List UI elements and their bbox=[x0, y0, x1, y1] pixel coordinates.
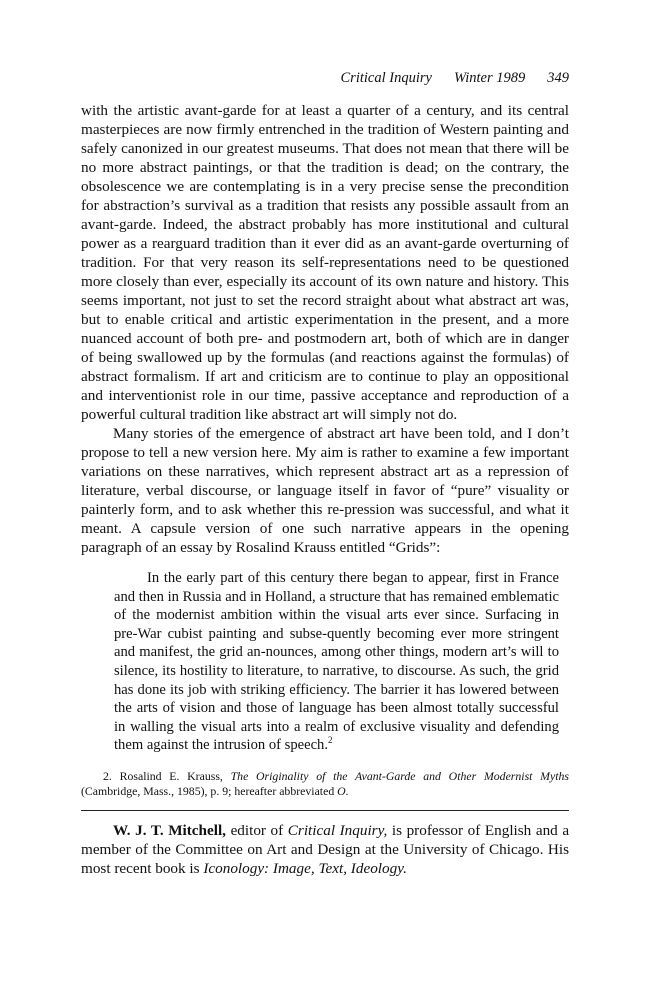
journal-title: Critical Inquiry bbox=[340, 70, 432, 86]
author-name: W. J. T. Mitchell, bbox=[113, 821, 226, 839]
divider bbox=[81, 810, 569, 811]
quote-text: In the early part of this century there began to appear, first in France and then in Russia and in Holland, a structure that has remained emblematic of the modernist ambition within the visual arts ever since. Surfacing in pre-War cubist painting and subse-quently becoming ever more stringent and manifest, the grid an-nounces, among other things, modern art’s will to silence, its hostility to literature, to narrative, to discourse. As such, the grid has done its job with striking efficiency. The barrier it has lowered between the arts of vision and those of language has been almost totally successful in walling the visual arts into a realm of exclusive visuality and defending them against the intrusion of speech. bbox=[114, 570, 559, 754]
paragraph-2: Many stories of the emergence of abstract art have been told, and I don’t propose to tell a new version here. My aim is rather to examine a few important variations on these narratives, which represent abstract art as a repression of literature, verbal discourse, or language itself in favor of “pure” visuality or painterly form, and to ask whether this re-pression was successful, and what it meant. A capsule version of one such narrative appears in the opening paragraph of an essay by Rosalind Krauss entitled “Grids”: bbox=[81, 425, 569, 556]
footnote-author: Rosalind E. Krauss, bbox=[119, 768, 223, 783]
page-number: 349 bbox=[547, 70, 569, 86]
block-quote bbox=[81, 569, 569, 755]
footnote-number: 2. bbox=[103, 768, 112, 783]
footnote bbox=[81, 769, 569, 800]
bio-journal: Critical Inquiry, bbox=[287, 821, 388, 839]
footnote-title: The Originality of the Avant-Garde and Other Modernist Myths bbox=[230, 768, 569, 783]
page bbox=[81, 70, 569, 878]
bio-text-1: editor of bbox=[230, 821, 284, 839]
main-text bbox=[81, 101, 569, 557]
author-bio bbox=[81, 821, 569, 878]
footnote-details: (Cambridge, Mass., 1985), p. 9; hereafter abbreviated bbox=[81, 784, 335, 799]
running-header bbox=[81, 70, 569, 87]
issue-date: Winter 1989 bbox=[453, 70, 526, 86]
footnote-abbrev: O. bbox=[337, 784, 349, 799]
paragraph-1: with the artistic avant-garde for at least a quarter of a century, and its central masterpieces are now firmly entrenched in the tradition of Western painting and safely canonized in our greatest museums. That does not mean that there will be no more abstract paintings, or that the tradition is dead; on the contrary, the obsolescence we are contemplating is in a very precise sense the precondition for abstraction’s survival as a tradition that resists any possible assault from an avant-garde. Indeed, the abstract probably has more institutional and cultural power as a rearguard tradition than it ever did as an avant-garde overturning of tradition. For that very reason its self-representations need to be questioned more closely than ever, especially its account of its own nature and history. This seems important, not just to set the record straight about what abstract art was, but to enable critical and artistic experimentation in the present, and a more nuanced account of both pre- and postmodern art, both of which are in danger of being swallowed up by the formulas (and reactions against the formulas) of abstract formalism. If art and criticism are to continue to play an oppositional and interventionist role in our time, passive acceptance and reproduction of a powerful cultural tradition like abstract art will simply not do. bbox=[81, 102, 569, 423]
bio-book: Iconology: Image, Text, Ideology. bbox=[203, 859, 407, 877]
bio-text-2: is professor of English and a member of the Committee on Art and Design at the University of Chicago. His most recent book is bbox=[81, 821, 570, 877]
footnote-marker: 2 bbox=[328, 735, 333, 746]
